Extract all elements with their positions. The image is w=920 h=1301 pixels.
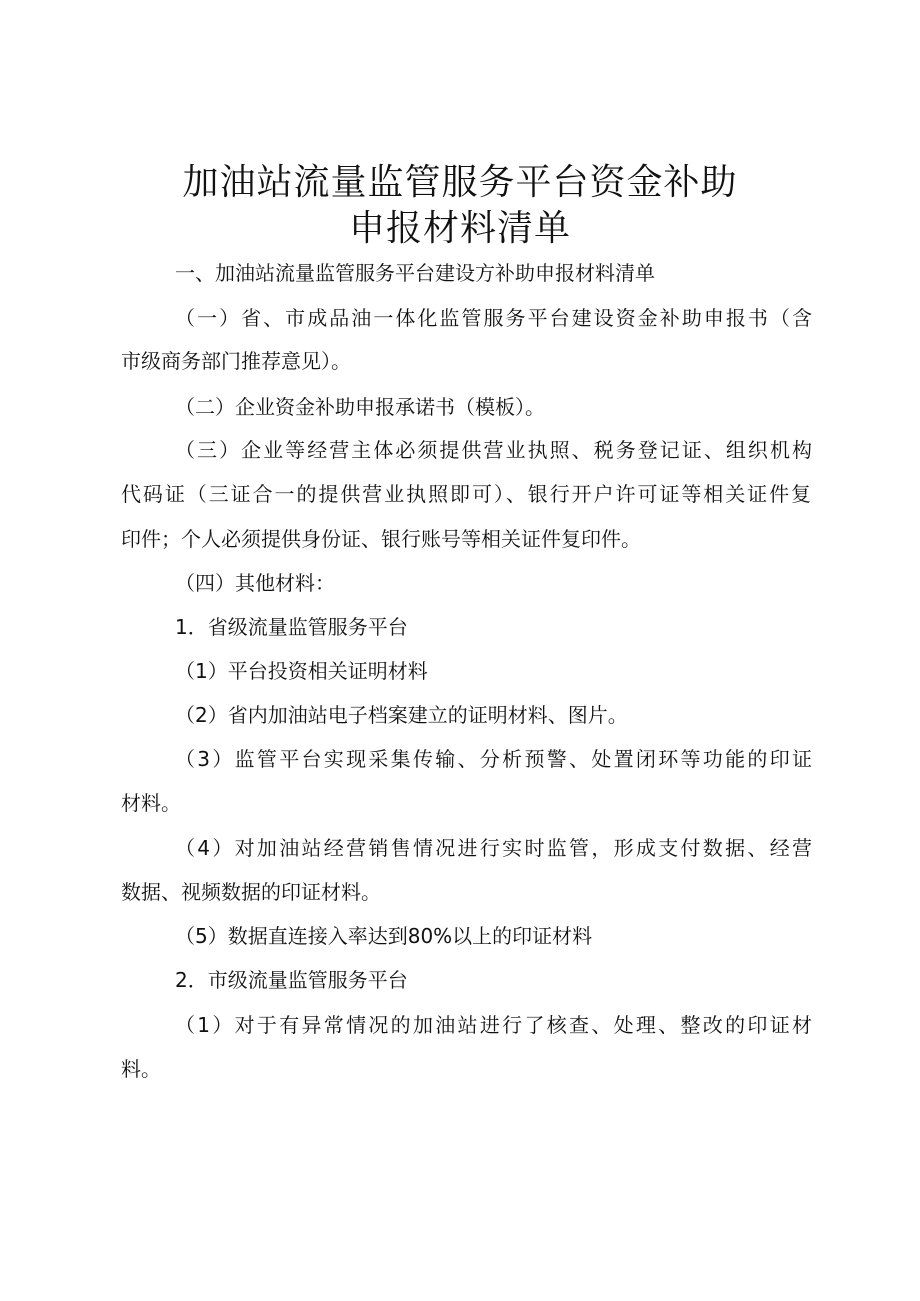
item-1-line-2: 市级商务部门推荐意见）。 [121, 349, 351, 373]
subsection-1-item-1: （1）平台投资相关证明材料 [175, 659, 428, 683]
subsection-1-item-2: （2）省内加油站电子档案建立的证明材料、图片。 [175, 703, 628, 727]
section-heading-1: 一、加油站流量监管服务平台建设方补助申报材料清单 [175, 261, 655, 285]
subsection-2-item-1-line-1: （1）对于有异常情况的加油站进行了核查、处理、整改的印证材 [175, 1013, 812, 1037]
subsection-1-heading: 1．省级流量监管服务平台 [175, 615, 408, 639]
subsection-1-item-4-line-2: 数据、视频数据的印证材料。 [121, 880, 381, 904]
subsection-2-heading: 2．市级流量监管服务平台 [175, 968, 408, 992]
subsection-1-item-3-line-1: （3）监管平台实现采集传输、分析预警、处置闭环等功能的印证 [175, 747, 812, 771]
subsection-1-item-4-line-1: （4）对加油站经营销售情况进行实时监管，形成支付数据、经营 [175, 836, 812, 860]
subsection-1-item-3-line-2: 材料。 [121, 791, 181, 815]
subsection-2-item-1-line-2: 料。 [121, 1057, 161, 1081]
item-2-line-1: （二）企业资金补助申报承诺书（模板）。 [175, 395, 545, 419]
item-3-line-1: （三）企业等经营主体必须提供营业执照、税务登记证、组织机构 [175, 438, 812, 462]
item-1-line-1: （一）省、市成品油一体化监管服务平台建设资金补助申报书（含 [175, 306, 812, 330]
document-title-line-1: 加油站流量监管服务平台资金补助 [182, 162, 738, 203]
document-title-line-2: 申报材料清单 [348, 208, 571, 249]
item-3-line-2: 代码证（三证合一的提供营业执照即可）、银行开户许可证等相关证件复 [121, 482, 811, 506]
subsection-1-item-5: （5）数据直连接入率达到80%以上的印证材料 [175, 924, 593, 948]
item-4-heading: （四）其他材料： [175, 571, 335, 595]
item-3-line-3: 印件；个人必须提供身份证、银行账号等相关证件复印件。 [121, 527, 641, 551]
